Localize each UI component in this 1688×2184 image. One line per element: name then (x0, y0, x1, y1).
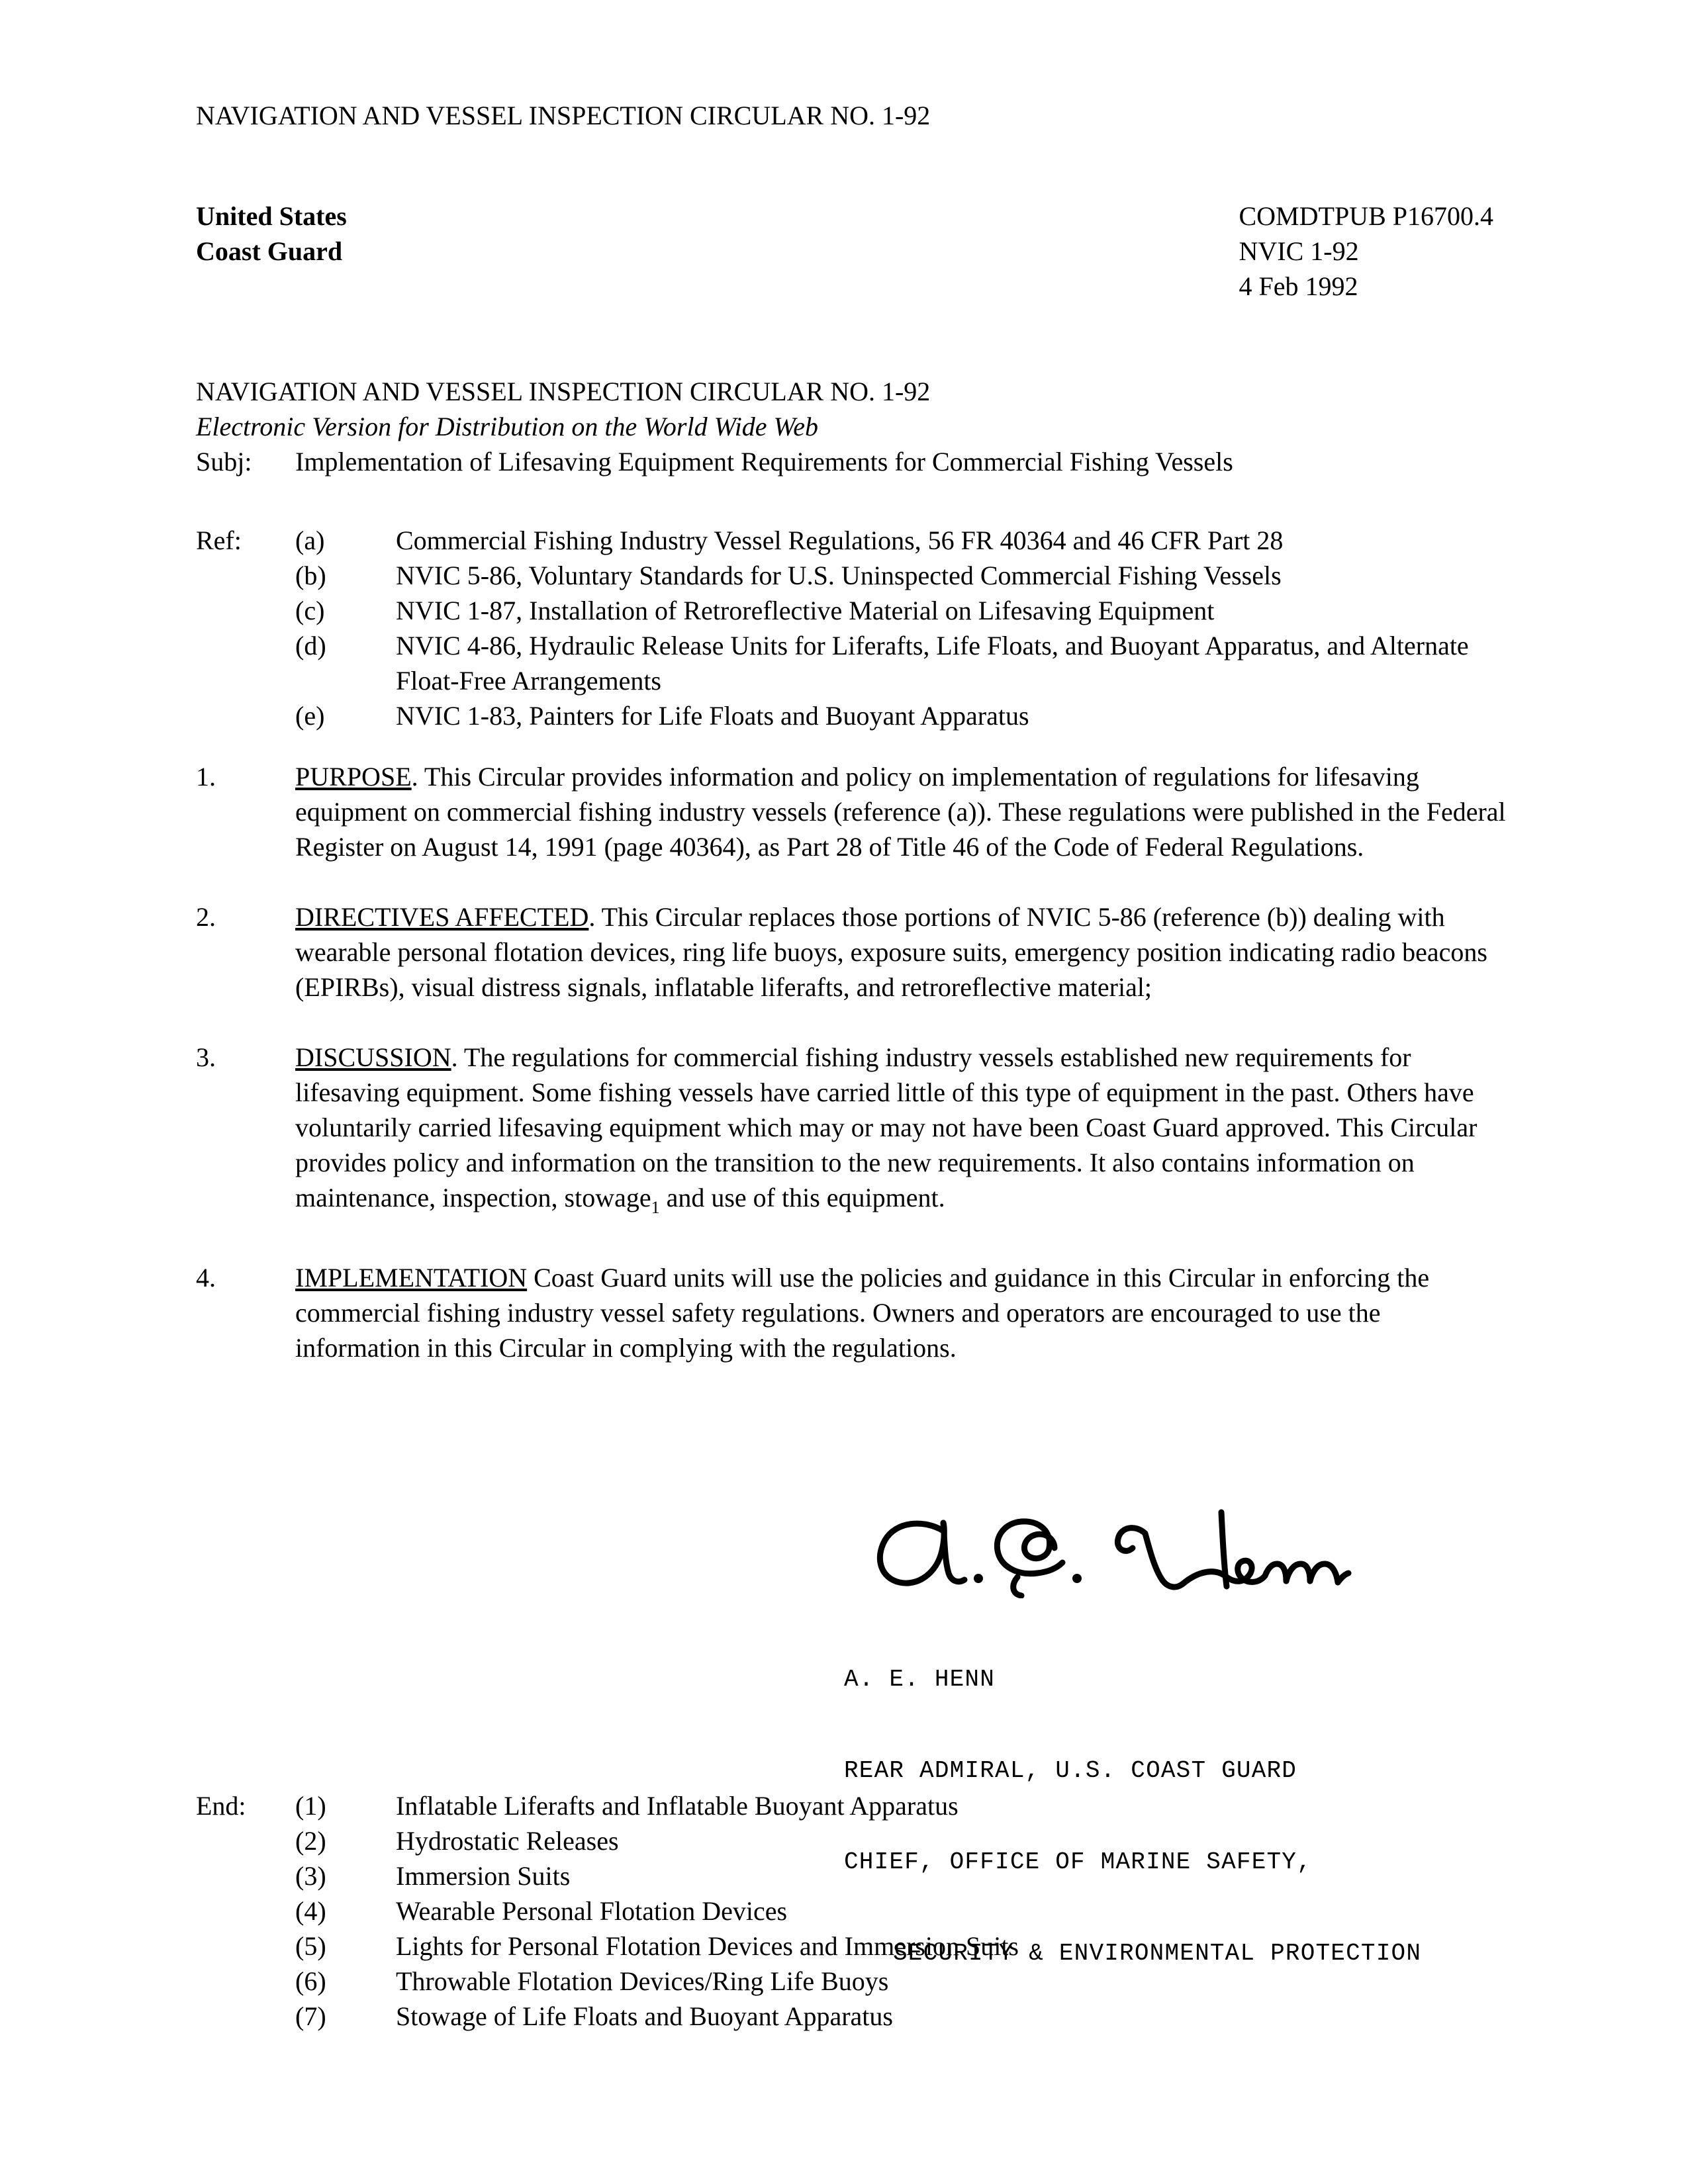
enclosure-item (196, 1788, 1520, 1823)
enclosure-item (196, 1893, 1520, 1929)
enclosure-marker: (1) (295, 1791, 326, 1821)
running-head: NAVIGATION AND VESSEL INSPECTION CIRCULAR NO. 1-92 (196, 101, 931, 130)
references-label-spacer (196, 698, 295, 733)
section-body (295, 1260, 1510, 1365)
signer-title-line1: CHIEF, OFFICE OF MARINE SAFETY, (844, 1848, 1312, 1876)
enclosure-text: Inflatable Liferafts and Inflatable Buoyant Apparatus (396, 1791, 959, 1821)
enclosure-marker: (4) (295, 1896, 326, 1926)
section-text: . This Circular replaces those portions of NVIC 5-86 (reference (b)) dealing with wearable personal flotation devices, ring life buoys, exposure suits, emergency position indicating radio beacons (EPIRBs), visual distress signals, inflatable liferafts, and retroreflective material; (295, 902, 1487, 1002)
enclosure-marker: (3) (295, 1861, 326, 1891)
section-text: . The regulations for commercial fishing industry vessels established new requirements for lifesaving equipment. Some fishing vessels have carried little of this type of equipment in the past. Others have voluntarily carried lifesaving equipment which may or may not have been Coast Guard approved. This Circular provides policy and information on the transition to the new requirements. It also contains information on maintenance, inspection, stowage (295, 1042, 1477, 1212)
enclosure-item (196, 1858, 1520, 1893)
document-title: NAVIGATION AND VESSEL INSPECTION CIRCULAR NO. 1-92 (196, 377, 931, 406)
handwritten-signature-icon (844, 1499, 1367, 1598)
section-number: 1. (196, 762, 216, 792)
reference-marker: (d) (295, 631, 326, 660)
signer-title-line2: SECURITY & ENVIRONMENTAL PROTECTION (893, 1940, 1422, 1967)
reference-text: NVIC 4-86, Hydraulic Release Units for Liferafts, Life Floats, and Buoyant Apparatus, and Alternate Float-Free Arrangements (396, 631, 1469, 696)
publication-date: 4 Feb 1992 (1239, 271, 1358, 301)
reference-text: NVIC 5-86, Voluntary Standards for U.S. Uninspected Commercial Fishing Vessels (396, 561, 1282, 590)
publication-number: COMDTPUB P16700.4 (1239, 201, 1493, 231)
reference-item (196, 523, 1520, 558)
section-heading: PURPOSE (295, 762, 412, 792)
references-label-spacer (196, 628, 295, 698)
enclosure-text: Wearable Personal Flotation Devices (396, 1896, 788, 1926)
reference-marker: (c) (295, 596, 325, 625)
references-block (196, 523, 1520, 733)
reference-text: NVIC 1-83, Painters for Life Floats and Buoyant Apparatus (396, 701, 1029, 731)
reference-item (196, 593, 1520, 628)
section-body (295, 1040, 1510, 1225)
enclosures-block (196, 1788, 1520, 2034)
enclosure-text: Hydrostatic Releases (396, 1826, 619, 1856)
enclosure-marker: (7) (295, 2001, 326, 2031)
reference-text: NVIC 1-87, Installation of Retroreflective Material on Lifesaving Equipment (396, 596, 1215, 625)
enclosure-marker: (5) (295, 1931, 326, 1961)
enclosures-label-spacer (196, 1858, 295, 1893)
enclosure-text: Lights for Personal Flotation Devices and Immersion Suits (396, 1931, 1019, 1961)
reference-marker: (b) (295, 561, 326, 590)
enclosures-label-spacer (196, 1964, 295, 1999)
section-text: . This Circular provides information and policy on implementation of regulations for lifesaving equipment on commercial fishing industry vessels (reference (a)). These regulations were published in the Federal Register on August 14, 1991 (page 40364), as Part 28 of Title 46 of the Code of Federal Regulations. (295, 762, 1506, 862)
sections-block (196, 759, 1510, 1400)
reference-marker: (a) (295, 525, 325, 555)
enclosures-label: End: (196, 1791, 246, 1821)
enclosure-marker: (6) (295, 1966, 326, 1996)
enclosure-marker: (2) (295, 1826, 326, 1856)
section-heading: DISCUSSION (295, 1042, 451, 1072)
references-label-spacer (196, 558, 295, 593)
enclosures-label-spacer (196, 1999, 295, 2034)
section-number: 4. (196, 1263, 216, 1293)
enclosure-item (196, 1823, 1520, 1858)
reference-item (196, 698, 1520, 733)
section-number: 3. (196, 1042, 216, 1072)
references-label-spacer (196, 593, 295, 628)
section-purpose (196, 759, 1510, 864)
section-directives-affected (196, 899, 1510, 1005)
subject-text: Implementation of Lifesaving Equipment Requirements for Commercial Fishing Vessels (295, 447, 1233, 477)
section-discussion (196, 1040, 1510, 1225)
enclosure-item (196, 1999, 1520, 2034)
signer-name: A. E. HENN (844, 1666, 996, 1693)
reference-item (196, 628, 1520, 698)
subject-row (196, 444, 1507, 479)
section-implementation (196, 1260, 1510, 1365)
section-number: 2. (196, 902, 216, 932)
agency-name-line2: Coast Guard (196, 236, 343, 266)
enclosure-text: Stowage of Life Floats and Buoyant Apparatus (396, 2001, 893, 2031)
section-heading: DIRECTIVES AFFECTED (295, 902, 589, 932)
reference-text: Commercial Fishing Industry Vessel Regulations, 56 FR 40364 and 46 CFR Part 28 (396, 525, 1284, 555)
section-text: Coast Guard units will use the policies and guidance in this Circular in enforcing the commercial fishing industry vessel safety regulations. Owners and operators are encouraged to use the information in this Circular in complying with the regulations. (295, 1263, 1430, 1363)
enclosure-item (196, 1964, 1520, 1999)
reference-item (196, 558, 1520, 593)
agency-publication-block (196, 199, 1493, 304)
reference-marker: (e) (295, 701, 325, 731)
publication-identifiers (1212, 199, 1493, 304)
signer-rank: REAR ADMIRAL, U.S. COAST GUARD (844, 1757, 1297, 1784)
enclosures-label-spacer (196, 1929, 295, 1964)
section-body (295, 899, 1510, 1005)
title-block (196, 374, 1507, 479)
footnote-marker: 1 (651, 1198, 660, 1217)
section-text-tail: and use of this equipment. (659, 1183, 945, 1212)
subject-label: Subj: (196, 447, 252, 477)
section-heading: IMPLEMENTATION (295, 1263, 528, 1293)
enclosure-text: Immersion Suits (396, 1861, 571, 1891)
agency-name-line1: United States (196, 201, 347, 231)
circular-number: NVIC 1-92 (1239, 236, 1359, 266)
agency-name-block (196, 199, 347, 266)
enclosure-item (196, 1929, 1520, 1964)
enclosures-label-spacer (196, 1823, 295, 1858)
enclosures-label-spacer (196, 1893, 295, 1929)
section-body (295, 759, 1510, 864)
references-label: Ref: (196, 525, 242, 555)
enclosure-text: Throwable Flotation Devices/Ring Life Buoys (396, 1966, 889, 1996)
document-subtitle: Electronic Version for Distribution on the World Wide Web (196, 412, 818, 441)
